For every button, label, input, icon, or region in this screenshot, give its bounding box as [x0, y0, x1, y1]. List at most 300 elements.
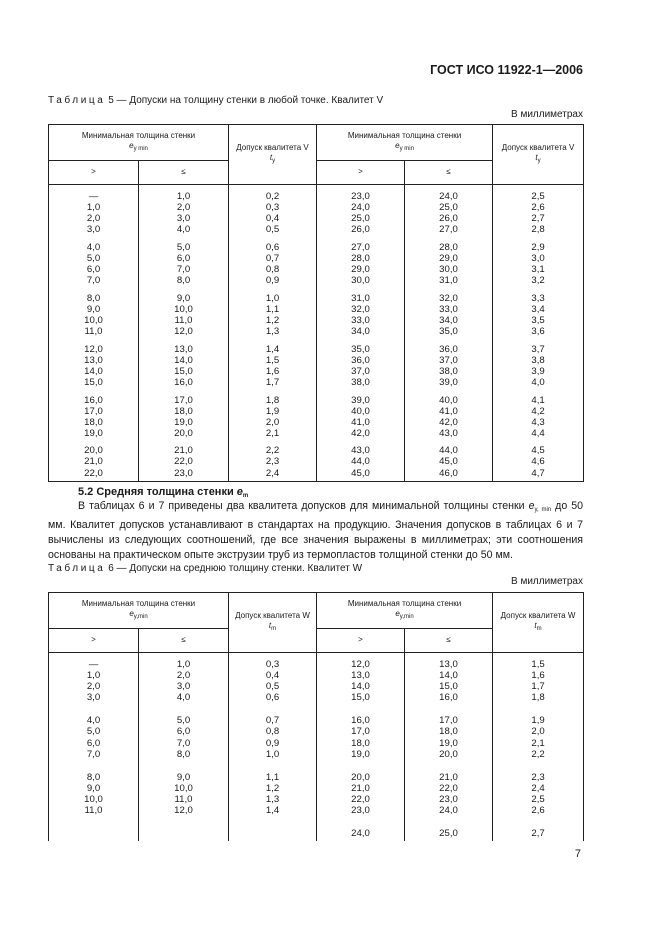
table-cell: 39,0: [317, 395, 405, 406]
table-cell: 4,1: [493, 395, 584, 406]
spacer-cell: [317, 816, 405, 828]
table-cell: 5,0: [49, 253, 139, 264]
spacer-cell: [139, 703, 229, 715]
table6-body: [49, 653, 584, 842]
table-cell: 0,4: [229, 670, 317, 681]
table6-header-le-2: ≤: [405, 629, 493, 653]
table-cell: 4,0: [49, 715, 139, 726]
table-cell: 10,0: [139, 304, 229, 315]
table-cell: 8,0: [139, 275, 229, 286]
table6-caption-word: Таблица: [48, 563, 106, 574]
table-cell: 10,0: [49, 794, 139, 805]
table-cell: 0,3: [229, 202, 317, 213]
table-cell: 6,0: [49, 738, 139, 749]
table-cell: 26,0: [405, 213, 493, 224]
table-cell: 45,0: [317, 468, 405, 482]
table-cell: 2,0: [493, 726, 584, 737]
table-cell: 1,6: [493, 670, 584, 681]
table-row: [49, 275, 584, 286]
table-cell: 7,0: [139, 738, 229, 749]
table-cell: 4,0: [49, 242, 139, 253]
table-row: [49, 653, 584, 671]
table-cell: 34,0: [405, 315, 493, 326]
table-cell: 9,0: [139, 772, 229, 783]
table-cell: 0,9: [229, 738, 317, 749]
table-cell: 13,0: [49, 355, 139, 366]
table-cell: 2,0: [229, 417, 317, 428]
table-row: [49, 355, 584, 366]
table-cell: 2,1: [229, 428, 317, 439]
table-cell: 19,0: [317, 749, 405, 760]
table-row: [49, 417, 584, 428]
table-cell: 1,7: [493, 681, 584, 692]
table-cell: 4,4: [493, 428, 584, 439]
table-cell: 2,2: [229, 445, 317, 456]
table5-body: [49, 185, 584, 482]
table-cell: 3,5: [493, 315, 584, 326]
table-cell: 1,7: [229, 377, 317, 388]
table-cell: 1,9: [229, 406, 317, 417]
table-row: [49, 185, 584, 203]
table-cell: 1,1: [229, 304, 317, 315]
table-cell: 4,5: [493, 445, 584, 456]
table5-header-min-thickness-2: Минимальная толщина стенки $e_{y min}$: [317, 125, 493, 161]
table-cell: 3,0: [493, 253, 584, 264]
table6-header-tolerance-2: Допуск квалитета W $t_m$: [493, 593, 584, 653]
table-row: [49, 445, 584, 456]
table-cell: 30,0: [317, 275, 405, 286]
table-cell: 23,0: [139, 468, 229, 482]
table-cell: 2,6: [493, 805, 584, 816]
table-row: [49, 406, 584, 417]
table-cell: 5,0: [139, 242, 229, 253]
table-cell: 8,0: [49, 293, 139, 304]
table-cell: 18,0: [49, 417, 139, 428]
table-cell: 0,3: [229, 653, 317, 671]
table-cell: 24,0: [405, 185, 493, 203]
table-cell: 2,5: [493, 794, 584, 805]
table-cell: 15,0: [405, 681, 493, 692]
table-cell: 0,9: [229, 275, 317, 286]
table-cell: 36,0: [317, 355, 405, 366]
table-cell: 2,2: [493, 749, 584, 760]
table-cell: 3,1: [493, 264, 584, 275]
table-cell: 22,0: [49, 468, 139, 482]
table-cell: 14,0: [405, 670, 493, 681]
table-row: [49, 726, 584, 737]
document-code: ГОСТ ИСО 11922-1—2006: [430, 63, 583, 77]
table-cell: 2,0: [139, 670, 229, 681]
table-cell: 0,6: [229, 242, 317, 253]
table-cell: 1,9: [493, 715, 584, 726]
table-cell: 26,0: [317, 224, 405, 235]
table-cell: 12,0: [49, 344, 139, 355]
table-row: [49, 715, 584, 726]
table6-header-gt-2: >: [317, 629, 405, 653]
table-row: [49, 395, 584, 406]
table-cell: 11,0: [49, 326, 139, 337]
table-row: [49, 456, 584, 467]
spacer-cell: [317, 760, 405, 772]
table-cell: 42,0: [405, 417, 493, 428]
table-cell: 20,0: [405, 749, 493, 760]
table-cell: 23,0: [317, 185, 405, 203]
table-cell: 1,3: [229, 326, 317, 337]
table-row: [49, 366, 584, 377]
table-cell: 16,0: [49, 395, 139, 406]
table-cell: 6,0: [49, 264, 139, 275]
table-cell: 1,2: [229, 783, 317, 794]
table-cell: 1,0: [49, 202, 139, 213]
table-cell: 6,0: [139, 253, 229, 264]
spacer-cell: [49, 760, 139, 772]
table-cell: 41,0: [405, 406, 493, 417]
table-row: [49, 377, 584, 388]
table-cell: 24,0: [317, 202, 405, 213]
table-cell: 25,0: [405, 202, 493, 213]
table-cell: 37,0: [405, 355, 493, 366]
table-cell: 46,0: [405, 468, 493, 482]
table-cell: 23,0: [317, 805, 405, 816]
table-cell: 10,0: [49, 315, 139, 326]
table-cell: 3,3: [493, 293, 584, 304]
table-cell: 40,0: [317, 406, 405, 417]
table-cell: 2,4: [493, 783, 584, 794]
table-cell: 32,0: [405, 293, 493, 304]
table-cell: 3,2: [493, 275, 584, 286]
table-cell: 16,0: [405, 692, 493, 703]
table-cell: 19,0: [405, 738, 493, 749]
table-cell: 31,0: [405, 275, 493, 286]
table-cell: [229, 828, 317, 841]
table5-units: В миллиметрах: [511, 109, 583, 120]
table-row: [49, 224, 584, 235]
spacer-cell: [405, 816, 493, 828]
table-cell: 1,1: [229, 772, 317, 783]
table-cell: 8,0: [49, 772, 139, 783]
table-cell: 41,0: [317, 417, 405, 428]
table-cell: 34,0: [317, 326, 405, 337]
table-cell: 2,0: [49, 213, 139, 224]
table-cell: 25,0: [405, 828, 493, 841]
table-cell: 0,6: [229, 692, 317, 703]
table-cell: 3,7: [493, 344, 584, 355]
table5-header-tolerance-1: Допуск квалитета V $t_y$: [229, 125, 317, 185]
table-cell: 0,4: [229, 213, 317, 224]
spacer-cell: [493, 760, 584, 772]
table-row: [49, 749, 584, 760]
table-cell: 20,0: [317, 772, 405, 783]
table-cell: 21,0: [139, 445, 229, 456]
spacer-cell: [229, 760, 317, 772]
table-cell: 42,0: [317, 428, 405, 439]
table-row: [49, 783, 584, 794]
table-cell: 17,0: [405, 715, 493, 726]
table-cell: 1,5: [229, 355, 317, 366]
table-cell: 29,0: [317, 264, 405, 275]
table-row: [49, 428, 584, 439]
table5-caption: [48, 95, 383, 106]
spacer-cell: [493, 703, 584, 715]
table-cell: 2,4: [229, 468, 317, 482]
table-cell: 2,9: [493, 242, 584, 253]
spacer-cell: [49, 816, 139, 828]
table-cell: 11,0: [139, 315, 229, 326]
table-row: [49, 692, 584, 703]
table6-caption: [48, 563, 362, 574]
table-cell: 2,5: [493, 185, 584, 203]
section-title: 5.2 Средняя толщина стенки $e_m$: [78, 486, 249, 499]
table-cell: 7,0: [49, 749, 139, 760]
table-cell: 39,0: [405, 377, 493, 388]
table-row: [49, 738, 584, 749]
table-cell: 4,0: [493, 377, 584, 388]
table-cell: 17,0: [139, 395, 229, 406]
table-cell: 14,0: [317, 681, 405, 692]
table-cell: —: [49, 653, 139, 671]
table-cell: 4,7: [493, 468, 584, 482]
table6-caption-number: 6: [108, 563, 114, 574]
table-cell: 12,0: [139, 805, 229, 816]
table5-caption-number: 5: [108, 95, 114, 106]
table-cell: 36,0: [405, 344, 493, 355]
table-cell: 17,0: [49, 406, 139, 417]
table-row: [49, 304, 584, 315]
table-cell: 3,9: [493, 366, 584, 377]
table-cell: 12,0: [139, 326, 229, 337]
table-cell: 19,0: [49, 428, 139, 439]
table-cell: 18,0: [405, 726, 493, 737]
table-row: [49, 828, 584, 841]
table-cell: 11,0: [49, 805, 139, 816]
table-cell: 1,8: [229, 395, 317, 406]
table-row: [49, 213, 584, 224]
spacer-cell: [49, 703, 139, 715]
table-cell: 28,0: [317, 253, 405, 264]
table6-header-gt: >: [49, 629, 139, 653]
table-cell: 0,7: [229, 715, 317, 726]
table-row: [49, 315, 584, 326]
table-cell: 3,8: [493, 355, 584, 366]
table-cell: 20,0: [49, 445, 139, 456]
table5-header-le-2: ≤: [405, 161, 493, 185]
table-cell: 1,3: [229, 794, 317, 805]
table-cell: 22,0: [405, 783, 493, 794]
table-cell: 29,0: [405, 253, 493, 264]
table-cell: 10,0: [139, 783, 229, 794]
spacer-cell: [139, 760, 229, 772]
table-cell: 9,0: [139, 293, 229, 304]
table5-caption-word: Таблица: [48, 95, 106, 106]
table6-caption-text: — Допуски на среднюю толщину стенки. Квалитет W: [116, 563, 363, 574]
table-cell: 18,0: [317, 738, 405, 749]
table-cell: 3,6: [493, 326, 584, 337]
table-cell: 22,0: [139, 456, 229, 467]
table-cell: 0,8: [229, 726, 317, 737]
table-cell: 45,0: [405, 456, 493, 467]
table-row: [49, 293, 584, 304]
table-row: [49, 794, 584, 805]
table-cell: 37,0: [317, 366, 405, 377]
table-row: [49, 681, 584, 692]
table6: [48, 592, 584, 841]
table-cell: [49, 828, 139, 841]
table-cell: 27,0: [405, 224, 493, 235]
table-cell: 2,7: [493, 213, 584, 224]
table-cell: 2,0: [49, 681, 139, 692]
table-cell: 38,0: [405, 366, 493, 377]
table-cell: 16,0: [139, 377, 229, 388]
spacer-cell: [493, 816, 584, 828]
table-cell: 1,0: [139, 185, 229, 203]
table-cell: 27,0: [317, 242, 405, 253]
table-cell: 3,0: [139, 213, 229, 224]
table-row: [49, 253, 584, 264]
table-cell: 33,0: [317, 315, 405, 326]
table-cell: [139, 828, 229, 841]
table-cell: 0,7: [229, 253, 317, 264]
spacer-cell: [229, 816, 317, 828]
table5-header-min-thickness: Минимальная толщина стенки $e_{y min}$: [49, 125, 229, 161]
spacer-cell: [405, 703, 493, 715]
table-cell: 31,0: [317, 293, 405, 304]
table-row: [49, 468, 584, 482]
table-cell: 1,4: [229, 805, 317, 816]
table-cell: 24,0: [317, 828, 405, 841]
table-cell: 0,8: [229, 264, 317, 275]
table-cell: 2,8: [493, 224, 584, 235]
table-row: [49, 202, 584, 213]
table-cell: 11,0: [139, 794, 229, 805]
table-cell: 4,2: [493, 406, 584, 417]
table-cell: 32,0: [317, 304, 405, 315]
table-row: [49, 772, 584, 783]
table-cell: 4,3: [493, 417, 584, 428]
table-cell: 1,0: [229, 293, 317, 304]
table-cell: 21,0: [49, 456, 139, 467]
table-cell: 35,0: [317, 344, 405, 355]
table-cell: 18,0: [139, 406, 229, 417]
table-cell: 4,0: [139, 692, 229, 703]
table-cell: 1,4: [229, 344, 317, 355]
table-cell: 2,3: [493, 772, 584, 783]
table-cell: 20,0: [139, 428, 229, 439]
table-cell: 1,0: [139, 653, 229, 671]
table-cell: 24,0: [405, 805, 493, 816]
table-cell: 30,0: [405, 264, 493, 275]
table-cell: 1,0: [229, 749, 317, 760]
table-row: [49, 344, 584, 355]
table-cell: 14,0: [139, 355, 229, 366]
table-cell: 14,0: [49, 366, 139, 377]
table6-units: В миллиметрах: [511, 576, 583, 587]
table-cell: 16,0: [317, 715, 405, 726]
table5-header-gt: >: [49, 161, 139, 185]
table-cell: 9,0: [49, 783, 139, 794]
table-row: [49, 670, 584, 681]
table5: [48, 124, 584, 482]
table6-header-tolerance-1: Допуск квалитета W $t_m$: [229, 593, 317, 653]
table-cell: 13,0: [405, 653, 493, 671]
table-cell: 38,0: [317, 377, 405, 388]
table-cell: 2,0: [139, 202, 229, 213]
table-cell: 25,0: [317, 213, 405, 224]
table-cell: 13,0: [317, 670, 405, 681]
section-paragraph: В таблицах 6 и 7 приведены два квалитета допусков для минимальной толщины стенки $e_{y, min}$ до 50 мм. Квалитет допусков устанавливают в стандартах на продукцию. Значения допусков в таблицах 6 и 7 вычислены из следующих соотношений, где все значения выражены в миллиметрах; эти соотношения основаны на практическом опыте экструзии труб из термопластов толщиной стенки до 50 мм.: [48, 500, 584, 561]
table6-header-min-thickness: Минимальная толщина стенки $e_{y,min}$: [49, 593, 229, 629]
table-row: [49, 264, 584, 275]
table-cell: 28,0: [405, 242, 493, 253]
table-cell: 0,2: [229, 185, 317, 203]
table-cell: 43,0: [405, 428, 493, 439]
table-cell: 1,6: [229, 366, 317, 377]
table-row: [49, 326, 584, 337]
table-cell: 19,0: [139, 417, 229, 428]
table-cell: 15,0: [49, 377, 139, 388]
table-cell: 3,0: [49, 224, 139, 235]
table-cell: 15,0: [317, 692, 405, 703]
spacer-cell: [229, 703, 317, 715]
page-number: 7: [574, 848, 581, 860]
table6-header-min-thickness-2: Минимальная толщина стенки $e_{y,min}$: [317, 593, 493, 629]
table-cell: 1,8: [493, 692, 584, 703]
table-cell: 0,5: [229, 681, 317, 692]
table5-caption-text: — Допуски на толщину стенки в любой точке. Квалитет V: [116, 95, 384, 106]
table-cell: 44,0: [317, 456, 405, 467]
table-cell: 6,0: [139, 726, 229, 737]
spacer-cell: [139, 816, 229, 828]
table5-header-le: ≤: [139, 161, 229, 185]
table-cell: 17,0: [317, 726, 405, 737]
table-cell: 3,0: [139, 681, 229, 692]
table-cell: —: [49, 185, 139, 203]
table-cell: 13,0: [139, 344, 229, 355]
table-cell: 7,0: [49, 275, 139, 286]
table-cell: 12,0: [317, 653, 405, 671]
table-cell: 1,2: [229, 315, 317, 326]
table-cell: 21,0: [405, 772, 493, 783]
table-cell: 2,7: [493, 828, 584, 841]
spacer-cell: [317, 703, 405, 715]
table-cell: 23,0: [405, 794, 493, 805]
table-cell: 2,3: [229, 456, 317, 467]
table5-header-tolerance-2: Допуск квалитета V $t_y$: [493, 125, 584, 185]
table-cell: 7,0: [139, 264, 229, 275]
table-cell: 1,0: [49, 670, 139, 681]
table-cell: 21,0: [317, 783, 405, 794]
table-cell: 40,0: [405, 395, 493, 406]
table-cell: 22,0: [317, 794, 405, 805]
table-cell: 3,0: [49, 692, 139, 703]
table-cell: 5,0: [139, 715, 229, 726]
table-row: [49, 805, 584, 816]
table-row: [49, 242, 584, 253]
table-cell: 8,0: [139, 749, 229, 760]
table-cell: 9,0: [49, 304, 139, 315]
table-cell: 15,0: [139, 366, 229, 377]
spacer-cell: [405, 760, 493, 772]
table-cell: 5,0: [49, 726, 139, 737]
table-cell: 0,5: [229, 224, 317, 235]
table-cell: 4,0: [139, 224, 229, 235]
table5-header-gt-2: >: [317, 161, 405, 185]
table-cell: 35,0: [405, 326, 493, 337]
table-cell: 4,6: [493, 456, 584, 467]
table-cell: 44,0: [405, 445, 493, 456]
table6-header-le: ≤: [139, 629, 229, 653]
table-cell: 2,1: [493, 738, 584, 749]
table-cell: 1,5: [493, 653, 584, 671]
